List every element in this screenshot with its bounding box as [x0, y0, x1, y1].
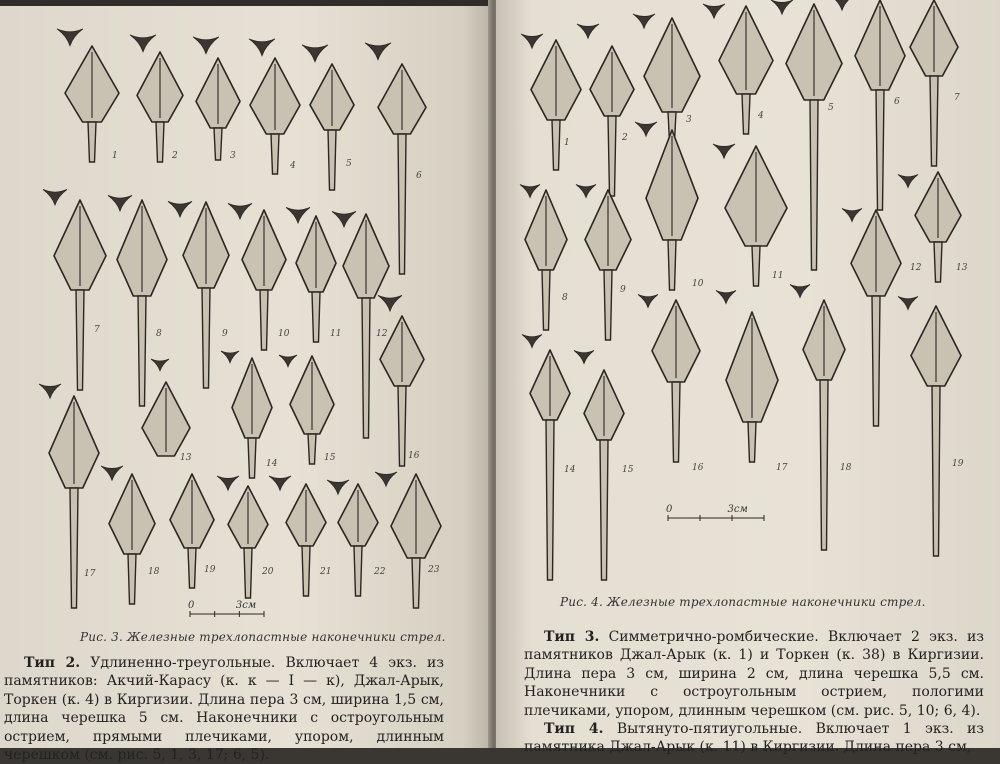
- arrowhead-figure: [531, 40, 581, 170]
- cross-section-icon: [57, 29, 83, 46]
- right-paragraph-type4: [524, 720, 984, 757]
- arrowhead-tang: [412, 558, 420, 608]
- figure-number: 12: [376, 329, 388, 339]
- arrowhead-figure: [65, 46, 119, 162]
- arrowhead-figure: [296, 216, 341, 342]
- cross-section-icon: [302, 45, 328, 62]
- figure-number: 3: [230, 151, 236, 161]
- cross-section-icon: [635, 122, 657, 136]
- cross-section-icon: [168, 201, 192, 217]
- left-caption-text: Железные трехлопастные наконечники стрел.: [127, 630, 446, 644]
- arrowhead-figure: [719, 6, 773, 134]
- figure-number: 18: [148, 567, 160, 577]
- arrowhead-figure: [915, 172, 968, 282]
- right-paragraph1-lead: Тип 3.: [544, 629, 600, 645]
- arrowhead-figure: [232, 358, 278, 478]
- scale-unit-label: 3см: [235, 600, 257, 611]
- left-paragraph-text: Удлиненно-треугольные. Включает 4 экз. из памятников: Акчий-Карасу (к. к — I — к), Джал-Арык, Торкен (к. 4) в Киргизии. Длина пера 3 см, ширина 1,5 см, длина черешка 5 см. Наконечники с остроугольным острием, прямыми плечиками, упором, длинным черешком (см. рис. 5, 1, 3, 17; 6, 5).: [4, 655, 444, 764]
- figure-number: 11: [772, 271, 784, 281]
- arrowhead-tang: [328, 130, 336, 190]
- arrowhead-tang: [876, 90, 884, 210]
- arrowhead-tang: [398, 134, 406, 274]
- arrowhead-figure: [343, 214, 389, 438]
- arrowhead-figure: [584, 370, 634, 580]
- cross-section-icon: [193, 37, 219, 54]
- arrowhead-figure: [910, 0, 960, 166]
- arrowhead-figure: [137, 52, 183, 162]
- arrowhead-figure: [725, 146, 787, 286]
- figure-number: 20: [262, 567, 274, 577]
- arrowhead-figure: [338, 484, 386, 596]
- cross-section-icon: [269, 476, 291, 490]
- arrowhead-tang: [362, 298, 370, 438]
- figure-number: 15: [324, 453, 336, 463]
- arrowhead-figure: [228, 486, 274, 598]
- cross-section-icon: [228, 203, 252, 219]
- arrowhead-figure: [786, 4, 842, 270]
- figure-number: 10: [692, 279, 704, 289]
- arrowhead-figure: [242, 210, 290, 350]
- arrowhead-figure: [117, 200, 167, 406]
- figure-number: 8: [156, 329, 162, 339]
- figure-number: 4: [758, 111, 764, 121]
- cross-section-icon: [638, 295, 658, 308]
- figure-number: 6: [416, 171, 422, 181]
- arrowhead-figure: [310, 64, 354, 190]
- figure-number: 2: [172, 151, 178, 161]
- cross-section-icon: [520, 185, 540, 198]
- arrowhead-figure: [183, 202, 229, 388]
- figure-number: 1: [564, 138, 570, 148]
- figure-number: 14: [564, 465, 576, 475]
- scale-bar: [666, 504, 764, 521]
- arrowhead-tang: [748, 422, 756, 462]
- cross-section-icon: [365, 43, 391, 60]
- arrowhead-figure: [911, 306, 964, 556]
- cross-section-icon: [522, 335, 542, 348]
- figure-number: 7: [954, 93, 960, 103]
- arrowhead-tang: [88, 122, 96, 162]
- arrowhead-figure: [250, 58, 300, 174]
- figure-number: 1: [112, 151, 118, 161]
- arrowhead-figure: [196, 58, 240, 161]
- arrowhead-figure: [855, 0, 905, 210]
- figure-number: 9: [620, 285, 626, 295]
- figure-number: 23: [428, 565, 440, 575]
- arrowhead-tang: [542, 270, 550, 330]
- arrowhead-tang: [810, 100, 818, 270]
- left-body-text: [4, 654, 444, 764]
- cross-section-icon: [713, 144, 735, 158]
- right-body-text: [524, 628, 984, 757]
- left-caption-prefix: Рис. 3.: [80, 630, 124, 644]
- cross-section-icon: [577, 24, 599, 38]
- figure-number: 18: [840, 463, 852, 473]
- arrowhead-figure: [803, 300, 852, 550]
- arrowhead-tang: [76, 290, 84, 390]
- cross-section-icon: [521, 34, 543, 48]
- arrowhead-tang: [70, 488, 78, 608]
- right-figure-caption: [560, 595, 926, 609]
- figure-number: 3: [686, 115, 692, 125]
- cross-section-icon: [771, 0, 793, 14]
- scale-unit-label: 3см: [727, 504, 748, 515]
- arrowhead-figure: [391, 474, 441, 608]
- arrowhead-figure: [378, 64, 426, 274]
- scale-zero-label: 0: [188, 600, 195, 611]
- arrowhead-tang: [260, 290, 268, 350]
- arrowhead-tang: [202, 288, 210, 388]
- left-figure-caption: [80, 630, 446, 644]
- figure-number: 12: [910, 263, 922, 273]
- arrowhead-tang: [308, 434, 316, 464]
- figure-number: 13: [956, 263, 968, 273]
- arrowhead-tang: [354, 546, 362, 596]
- figure-number: 17: [776, 463, 788, 473]
- cross-section-icon: [898, 175, 918, 188]
- arrowhead-figure: [530, 350, 576, 580]
- figure-number: 7: [94, 325, 100, 335]
- figure-number: 13: [180, 453, 192, 463]
- cross-section-icon: [279, 355, 297, 367]
- figure-number: 6: [894, 97, 900, 107]
- figure-number: 17: [84, 569, 96, 579]
- right-paragraph-type3: [524, 628, 984, 720]
- arrowhead-tang: [600, 440, 608, 580]
- arrowhead-tang: [188, 548, 196, 588]
- arrowhead-tang: [672, 382, 680, 462]
- figure-number: 4: [290, 161, 296, 171]
- cross-section-icon: [831, 0, 853, 10]
- arrowhead-tang: [742, 94, 750, 134]
- arrowhead-tang: [820, 380, 828, 550]
- arrowhead-tang: [934, 242, 942, 282]
- arrowhead-tang: [604, 270, 612, 340]
- arrowhead-figure: [585, 190, 631, 340]
- figure-number: 16: [692, 463, 704, 473]
- figure-number: 2: [622, 133, 628, 143]
- arrowhead-tang: [156, 122, 164, 162]
- arrowhead-figure: [109, 474, 160, 604]
- cross-section-icon: [130, 35, 156, 52]
- cross-section-icon: [108, 195, 132, 211]
- cross-section-icon: [327, 480, 349, 494]
- cross-section-icon: [790, 285, 810, 298]
- cross-section-icon: [249, 39, 275, 56]
- figure-number: 16: [408, 451, 420, 461]
- scale-bar: [188, 600, 264, 617]
- figure-number: 11: [330, 329, 342, 339]
- cross-section-icon: [703, 4, 725, 18]
- figure-number: 21: [320, 567, 332, 577]
- arrowhead-tang: [138, 296, 146, 406]
- cross-section-icon: [39, 384, 61, 398]
- right-figure-plate: [496, 0, 1000, 600]
- cross-section-icon: [378, 295, 402, 311]
- arrowhead-tang: [752, 246, 760, 286]
- cross-section-icon: [217, 476, 239, 490]
- cross-section-icon: [842, 209, 862, 222]
- figure-number: 14: [266, 459, 278, 469]
- arrowhead-figure: [726, 312, 788, 473]
- cross-section-icon: [716, 291, 736, 304]
- arrowhead-figure: [652, 300, 704, 473]
- arrowhead-tang: [398, 386, 406, 466]
- arrowhead-figure: [170, 474, 216, 588]
- figure-number: 5: [346, 159, 352, 169]
- cross-section-icon: [898, 297, 918, 310]
- arrowhead-tang: [312, 292, 320, 342]
- right-paragraph1-text: Симметрично-ромбические. Включает 2 экз. из памятников Джал-Арык (к. 1) и Торкен (к. 38) в Киргизии. Длина пера 3 см, ширина 2 см, длина черешка 5,5 см. Наконечники с остроугольным острием, пологими плечиками, упором, длинным черешком (см. рис. 5, 10; 6, 4).: [524, 629, 985, 719]
- arrowhead-tang: [552, 120, 560, 170]
- left-paragraph-type2: [4, 654, 444, 764]
- figure-number: 15: [622, 465, 634, 475]
- arrowhead-tang: [248, 438, 256, 478]
- scale-zero-label: 0: [666, 504, 673, 515]
- arrowhead-figure: [646, 130, 704, 290]
- arrowhead-figure: [142, 382, 192, 463]
- arrowhead-tang: [244, 548, 252, 598]
- figure-number: 19: [952, 459, 964, 469]
- arrowhead-tang: [271, 134, 279, 174]
- arrowhead-tang: [128, 554, 136, 604]
- figure-number: 8: [562, 293, 568, 303]
- cross-section-icon: [375, 472, 397, 486]
- cross-section-icon: [286, 207, 310, 223]
- arrowhead-figure: [525, 190, 568, 330]
- arrowhead-tang: [872, 296, 880, 426]
- arrowhead-figure: [590, 46, 634, 196]
- figure-number: 5: [828, 103, 834, 113]
- arrowhead-figure: [851, 210, 922, 426]
- left-figure-plate: [0, 6, 492, 636]
- cross-section-icon: [576, 185, 596, 198]
- figure-number: 19: [204, 565, 216, 575]
- cross-section-icon: [332, 211, 356, 227]
- figure-number: 9: [222, 329, 228, 339]
- right-paragraph2-text: Вытянуто-пятиугольные. Включает 1 экз. из памятника Джал-Арык (к. 11) в Киргизии. Длина пера 3 см,: [524, 721, 984, 756]
- cross-section-icon: [221, 351, 239, 363]
- arrowhead-tang: [932, 386, 940, 556]
- cross-section-icon: [43, 189, 67, 205]
- right-paragraph2-lead: Тип 4.: [544, 721, 604, 738]
- figure-number: 10: [278, 329, 290, 339]
- arrowhead-tang: [214, 128, 222, 160]
- arrowhead-figure: [49, 396, 99, 608]
- cross-section-icon: [633, 14, 655, 28]
- arrowhead-figure: [54, 200, 106, 390]
- arrowhead-tang: [546, 420, 554, 580]
- arrowhead-tang: [302, 546, 310, 596]
- left-paragraph-lead: Тип 2.: [24, 655, 81, 671]
- arrowhead-figure: [286, 484, 331, 596]
- cross-section-icon: [151, 359, 169, 371]
- arrowhead-figure: [290, 356, 336, 464]
- left-page: [0, 6, 492, 764]
- arrowhead-tang: [930, 76, 938, 166]
- cross-section-icon: [574, 351, 594, 364]
- figure-number: 22: [374, 567, 386, 577]
- cross-section-icon: [101, 466, 123, 480]
- right-page: [496, 0, 1000, 756]
- arrowhead-tang: [668, 240, 676, 290]
- arrowhead-tang: [608, 116, 616, 196]
- right-caption-text: Железные трехлопастные наконечники стрел.: [607, 595, 926, 609]
- right-caption-prefix: Рис. 4.: [560, 595, 604, 609]
